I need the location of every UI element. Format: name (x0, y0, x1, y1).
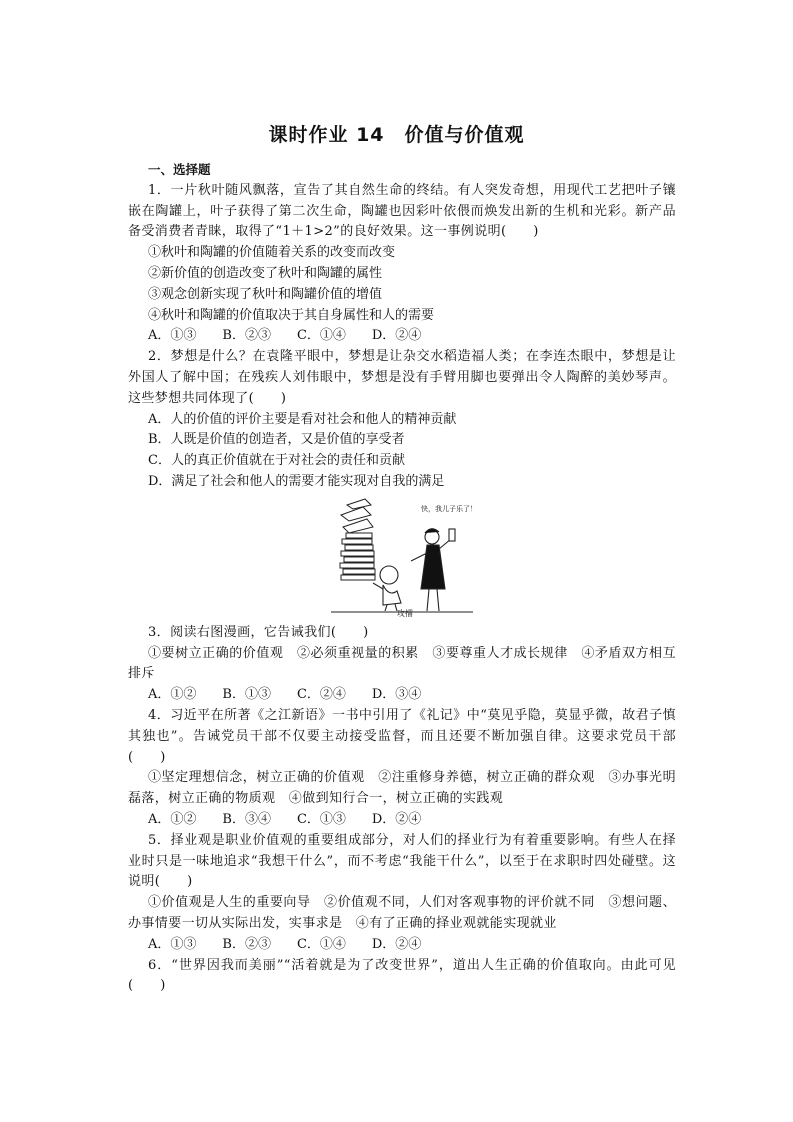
question-2-option: A．人的价值的评价主要是看对社会和他人的精神贡献 (148, 411, 457, 427)
question-6-stem: 6．“世界因我而美丽”“活着就是为了改变世界”，道出人生正确的价值取向。由此可见( ) (128, 957, 676, 994)
question-4-stem: 4．习近平在所著《之江新语》一书中引用了《礼记》中“莫见乎隐，莫显乎微，故君子慎其独也”。告诫党员干部不仅要主动接受监督，而且还要不断加强自律。这要求党员干部( ) (128, 707, 676, 765)
question-5-stem: 5．择业观是职业价值观的重要组成部分，对人们的择业行为有着重要影响。有些人在择业时只是一味地追求“我想干什么”，而不考虑“我能干什么”，以至于在求职时四处碰壁。这说明( ) (128, 832, 676, 890)
question-3-stem: 3．阅读右图漫画，它告诫我们( ) (148, 624, 369, 640)
question-2-option: D．满足了社会和他人的需要才能实现对自我的满足 (148, 473, 445, 489)
section-heading: 一、选择题 (148, 162, 211, 177)
question-3-choices: A．①② B．①③ C．②④ D．③④ (148, 687, 422, 703)
question-2-stem: 2．梦想是什么？在袁隆平眼中，梦想是让杂交水稻造福人类；在李连杰眼中，梦想是让外国人了解中国；在残疾人刘伟眼中，梦想是没有手臂用脚也要弹出令人陶醉的美妙琴声。这些梦想共同体现了( ) (128, 349, 676, 406)
question-3-options: ①要树立正确的价值观 ②必须重视量的积累 ③要尊重人才成长规律 ④矛盾双方相互排斥 (128, 645, 676, 682)
question-1-option: ④秋叶和陶罐的价值取决于其自身属性和人的需要 (148, 307, 435, 323)
cartoon-illustration (327, 497, 477, 617)
question-1-stem: 1．一片秋叶随风飘落，宣告了其自然生命的终结。有人突发奇想，用现代工艺把叶子镶嵌在陶罐上，叶子获得了第二次生命，陶罐也因彩叶依偎而焕发出新的生机和光彩。新产品备受消费者青睐，取得了“1＋1>2”的良好效果。这一事例说明( ) (128, 182, 676, 240)
question-4-options: ①坚定理想信念，树立正确的价值观 ②注重修身养德，树立正确的群众观 ③办事光明磊落，树立正确的物质观 ④做到知行合一，树立正确的实践观 (128, 770, 676, 807)
question-2-option: B．人既是价值的创造者，又是价值的享受者 (148, 432, 405, 448)
question-4-choices: A．①② B．③④ C．①③ D．②④ (148, 811, 422, 827)
worksheet-body (128, 160, 676, 997)
question-5-choices: A．①③ B．②③ C．①④ D．②④ (148, 936, 422, 952)
question-5-options: ①价值观是人生的重要向导 ②价值观不同，人们对客观事物的评价就不同 ③想问题、办事情要一切从实际出发，实事求是 ④有了正确的择业观就能实现就业 (128, 895, 676, 931)
question-1-option: ②新价值的创造改变了秋叶和陶罐的属性 (148, 265, 383, 281)
question-2-option: C．人的真正价值就在于对社会的责任和贡献 (148, 453, 405, 469)
question-1-choices: A．①③ B．②③ C．①④ D．②④ (148, 328, 422, 344)
question-1-option: ③观念创新实现了秋叶和陶罐价值的增值 (148, 286, 383, 302)
page-title: 课时作业 14 价值与价值观 (268, 124, 525, 146)
cartoon-speech: 快，我儿子乐了！ (421, 504, 477, 513)
question-1-option: ①秋叶和陶罐的价值随着关系的改变而改变 (148, 245, 396, 261)
cartoon-caption: 攻擂 (397, 608, 413, 617)
